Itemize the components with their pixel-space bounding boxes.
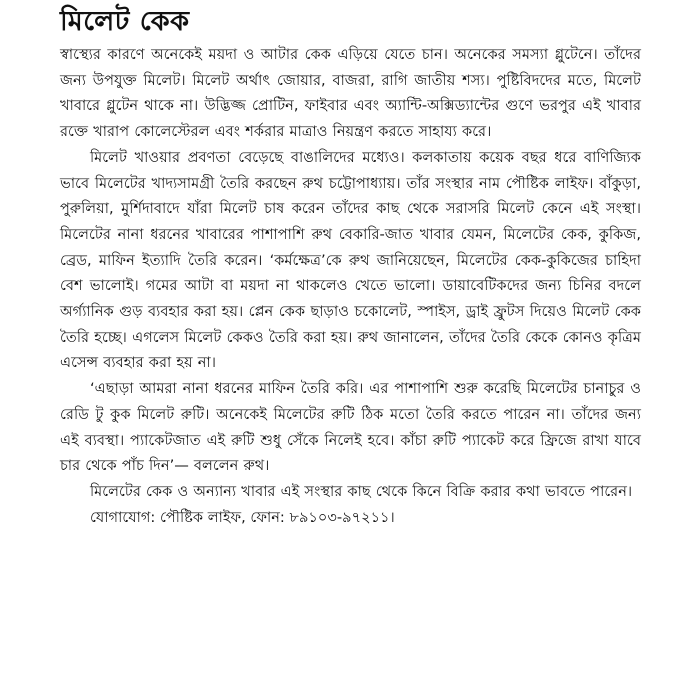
article-paragraph-3: ‘এছাড়া আমরা নানা ধরনের মাফিন তৈরি করি। এর পাশাপাশি শুরু করেছি মিলেটের চানাচুর ও রেডি টু কুক মিলেট রুটি। অনেকেই মিলেটের রুটি ঠিক মতো তৈরি করতে পারেন না। তাঁদের জন্য এই ব্যবস্থা। প্যাকেটজাত এই রুটি শুধু সেঁকে নিলেই হবে। কাঁচা রুটি প্যাকেট করে ফ্রিজে রাখা যাবে চার থেকে পাঁচ দিন’— বললেন রুথ।: [60, 380, 641, 475]
article-paragraph-1: স্বাস্থ্যের কারণে অনেকেই ময়দা ও আটার কেক এড়িয়ে যেতে চান। অনেকের সমস্যা গ্লুটেনে। তাঁদের জন্য উপযুক্ত মিলেট। মিলেট অর্থাৎ জোয়ার, বাজরা, রাগি জাতীয় শস্য। পুষ্টিবিদদের মতে, মিলেট খাবারে গ্লুটেন থাকে না। উদ্ভিজ্জ প্রোটিন, ফাইবার এবং অ্যান্টি-অক্সিড্যান্টের গুণে ভরপুর এই খাবার রক্তে খারাপ কোলেস্টেরল এবং শর্করার মাত্রাও নিয়ন্ত্রণ করতে সাহায্য করে।: [60, 46, 641, 141]
contact-line: যোগাযোগ: পৌষ্টিক লাইফ, ফোন: ৮৯১০৩-৯৭২১১।: [90, 508, 395, 526]
article-title: মিলেট কেক: [60, 6, 190, 37]
article-paragraph-2: মিলেট খাওয়ার প্রবণতা বেড়েছে বাঙালিদের মধ্যেও। কলকাতায় কয়েক বছর ধরে বাণিজ্যিক ভাবে মিলেটের খাদ্যসামগ্রী তৈরি করছেন রুথ চট্টোপাধ্যায়। তাঁর সংস্থার নাম পৌষ্টিক লাইফ। বাঁকুড়া, পুরুলিয়া, মুর্শিদাবাদে যাঁরা মিলেট চাষ করেন তাঁদের কাছ থেকে সরাসরি মিলেট কেনে এই সংস্থা। মিলেটের নানা ধরনের খাবারের পাশাপাশি রুথ বেকারি-জাত খাবার যেমন, মিলেটের কেক, কুকিজ, ব্রেড, মাফিন ইত্যাদি তৈরি করেন। ‘কর্মক্ষেত্র’কে রুথ জানিয়েছেন, মিলেটের কেক-কুকিজের চাহিদা বেশ ভালোই। গমের আটা বা ময়দা না থাকলেও খেতে ভালো। ডায়াবেটিকদের জন্য চিনির বদলে অর্গ্যানিক গুড় ব্যবহার করা হয়। প্লেন কেক ছাড়াও চকোলেট, স্পাইস, ড্রাই ফ্রুটস দিয়েও মিলেট কেক তৈরি হচ্ছে। এগলেস মিলেট কেকও তৈরি করা হয়। রুথ জানালেন, তাঁদের তৈরি কেকে কোনও কৃত্রিম এসেন্স ব্যবহার করা হয় না।: [60, 148, 641, 372]
article-paragraph-4: মিলেটের কেক ও অন্যান্য খাবার এই সংস্থার কাছ থেকে কিনে বিক্রি করার কথা ভাবতে পারেন।: [90, 482, 633, 500]
